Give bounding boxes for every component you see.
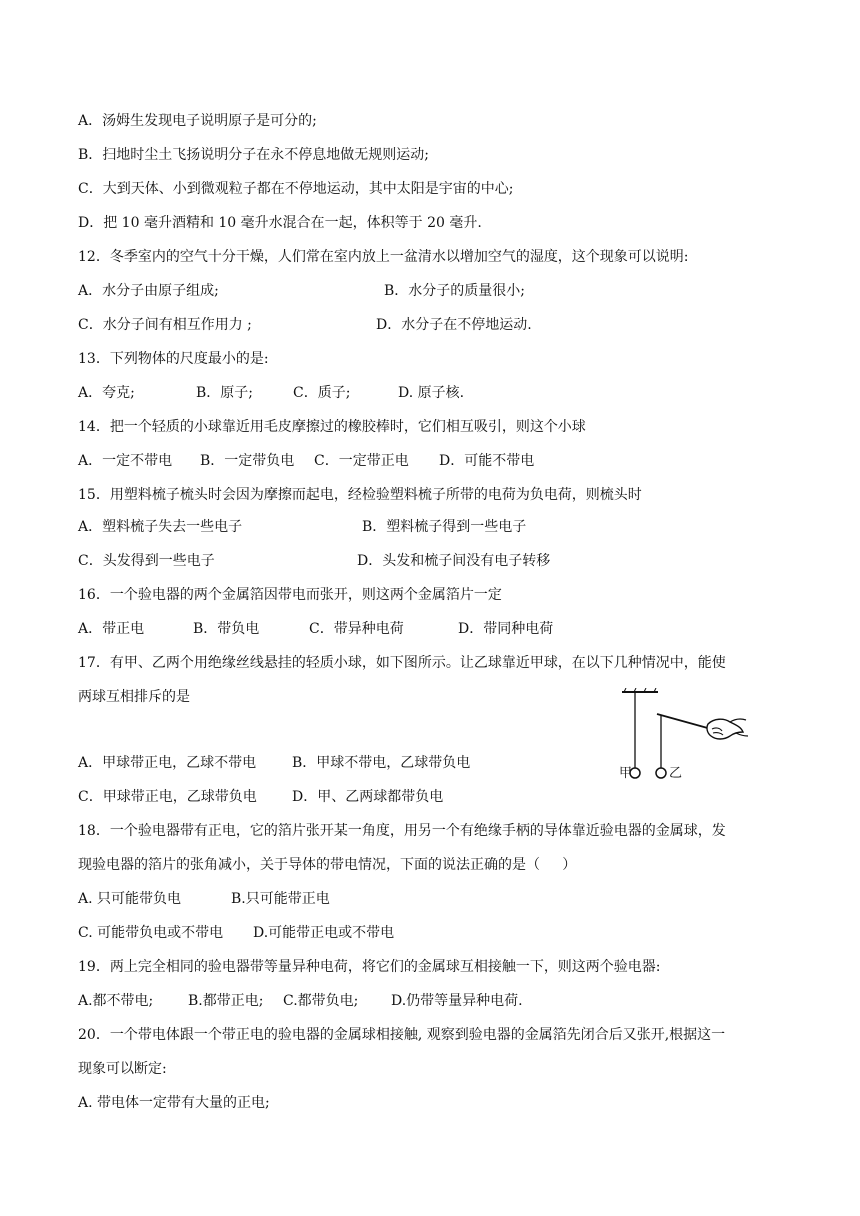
q18-option-a: A. 只可能带负电 bbox=[78, 891, 182, 907]
q19-stem: 19．两上完全相同的验电器带等量异种电荷，将它们的金属球互相接触一下，则这两个验电器: bbox=[78, 959, 661, 975]
q19-option-b: B.都带正电; bbox=[188, 993, 264, 1009]
q12-stem: 12．冬季室内的空气十分干燥，人们常在室内放上一盆清水以增加空气的湿度，这个现象可以说明: bbox=[78, 249, 689, 265]
q20-option-a: A. 带电体一定带有大量的正电; bbox=[78, 1095, 270, 1111]
label-yi: 乙 bbox=[669, 766, 683, 781]
q15-option-b: B．塑料梳子得到一些电子 bbox=[362, 519, 527, 535]
q13-option-c: C．质子; bbox=[293, 385, 351, 401]
q14-option-a: A．一定不带电 bbox=[78, 453, 173, 469]
q20-stem-line1: 20．一个带电体跟一个带正电的验电器的金属球相接触, 观察到验电器的金属箔先闭合后又张开,根据这一 bbox=[78, 1027, 726, 1043]
q14-stem: 14．把一个轻质的小球靠近用毛皮摩擦过的橡胶棒时，它们相互吸引，则这个小球 bbox=[78, 419, 586, 435]
q16-option-b: B．带负电 bbox=[193, 621, 260, 637]
q17-figure bbox=[600, 688, 750, 788]
q19-option-d: D.仍带等量异种电荷. bbox=[391, 993, 523, 1009]
q13-stem: 13．下列物体的尺度最小的是: bbox=[78, 351, 269, 367]
q14-option-b: B．一定带负电 bbox=[200, 453, 295, 469]
ball-yi bbox=[656, 768, 666, 778]
q17-option-b: B．甲球不带电，乙球带负电 bbox=[292, 755, 471, 771]
q15-option-c: C．头发得到一些电子 bbox=[78, 553, 215, 569]
q19-option-c: C.都带负电; bbox=[283, 993, 359, 1009]
q13-option-d: D. 原子核. bbox=[398, 385, 465, 401]
q17-option-a: A．甲球带正电，乙球不带电 bbox=[78, 755, 257, 771]
q11-option-a: A．汤姆生发现电子说明原子是可分的; bbox=[78, 113, 317, 129]
q18-option-d: D.可能带正电或不带电 bbox=[253, 925, 395, 941]
q18-option-b: B.只可能带正电 bbox=[231, 891, 330, 907]
q18-stem-line1: 18．一个验电器带有正电，它的箔片张开某一角度，用另一个有绝缘手柄的导体靠近验电器的金属球，发 bbox=[78, 823, 726, 839]
q18-stem-line2: 现验电器的箔片的张角减小，关于导体的带电情况，下面的说法正确的是（ ） bbox=[78, 857, 577, 873]
q19-option-a: A.都不带电; bbox=[78, 993, 154, 1009]
q12-option-d: D．水分子在不停地运动. bbox=[376, 317, 532, 333]
q16-option-c: C．带异种电荷 bbox=[309, 621, 404, 637]
q13-option-a: A．夸克; bbox=[78, 385, 135, 401]
q18-option-c: C. 可能带负电或不带电 bbox=[78, 925, 224, 941]
q16-option-a: A．带正电 bbox=[78, 621, 145, 637]
q17-option-d: D．甲、乙两球都带负电 bbox=[292, 789, 444, 805]
q11-option-b: B．扫地时尘土飞扬说明分子在永不停息地做无规则运动; bbox=[78, 147, 430, 163]
q15-option-d: D．头发和梳子间没有电子转移 bbox=[357, 553, 551, 569]
q12-option-b: B．水分子的质量很小; bbox=[384, 283, 526, 299]
q15-option-a: A．塑料梳子失去一些电子 bbox=[78, 519, 243, 535]
q17-stem-line2: 两球互相排斥的是 bbox=[78, 689, 190, 705]
q12-option-c: C．水分子间有相互作用力 ; bbox=[78, 317, 252, 333]
q12-option-a: A．水分子由原子组成; bbox=[78, 283, 219, 299]
label-jia: 甲 bbox=[619, 766, 633, 781]
q17-stem-line1: 17．有甲、乙两个用绝缘丝线悬挂的轻质小球，如下图所示。让乙球靠近甲球，在以下几种情况中，能使 bbox=[78, 655, 726, 671]
q11-option-c: C．大到天体、小到微观粒子都在不停地运动，其中太阳是宇宙的中心; bbox=[78, 181, 514, 197]
q16-stem: 16．一个验电器的两个金属箔因带电而张开，则这两个金属箔片一定 bbox=[78, 587, 502, 603]
q11-option-d: D．把 10 毫升酒精和 10 毫升水混合在一起，体积等于 20 毫升. bbox=[78, 215, 482, 231]
q14-option-d: D．可能不带电 bbox=[439, 453, 535, 469]
q15-stem: 15．用塑料梳子梳头时会因为摩擦而起电，经检验塑料梳子所带的电荷为负电荷，则梳头时 bbox=[78, 487, 642, 503]
q16-option-d: D．带同种电荷 bbox=[458, 621, 554, 637]
q13-option-b: B．原子; bbox=[196, 385, 254, 401]
q17-option-c: C．甲球带正电，乙球带负电 bbox=[78, 789, 257, 805]
q14-option-c: C．一定带正电 bbox=[314, 453, 409, 469]
q20-stem-line2: 现象可以断定: bbox=[78, 1061, 167, 1077]
